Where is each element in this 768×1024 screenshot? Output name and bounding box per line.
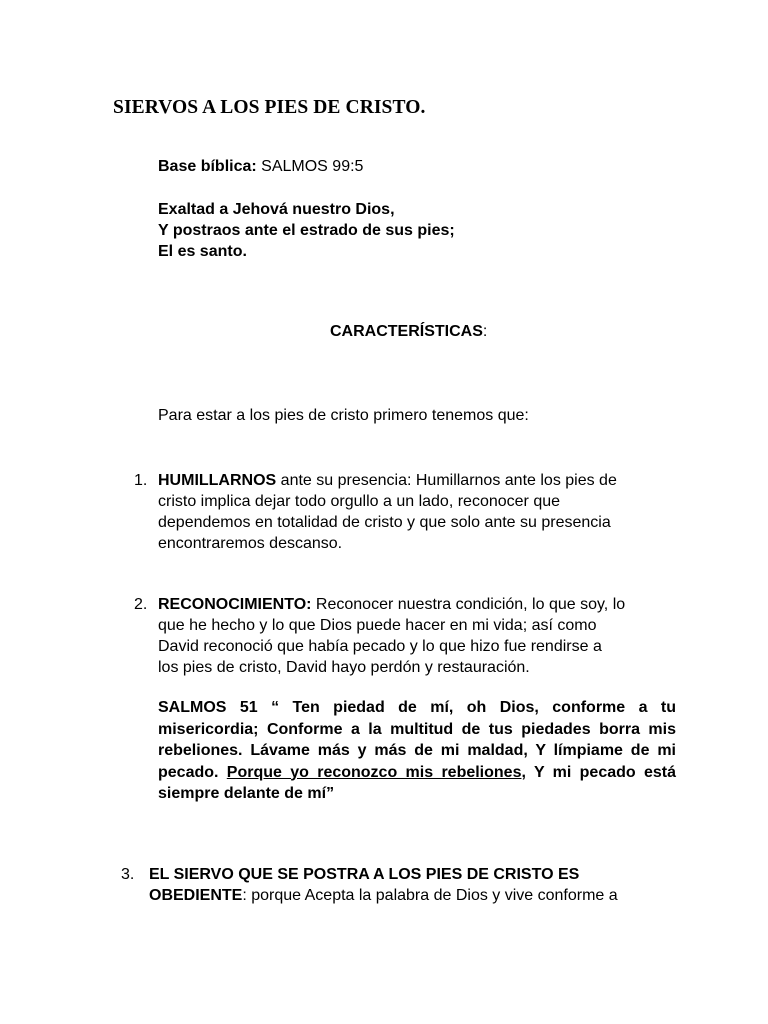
bible-base <box>158 157 363 177</box>
list-item-line: dependemos en totalidad de cristo y que solo ante su presencia <box>158 514 611 531</box>
list-item-line: encontraremos descanso. <box>158 535 343 552</box>
list-item-line: Reconocer nuestra condición, lo que soy, lo <box>311 596 626 613</box>
list-item-line: los pies de cristo, David hayo perdón y restauración. <box>158 659 530 676</box>
verse-line: El es santo. <box>158 243 247 260</box>
list-item-line: David reconoció que había pecado y lo que hizo fue rendirse a <box>158 638 602 655</box>
bible-base-reference: SALMOS 99:5 <box>261 158 364 175</box>
list-item-text <box>149 864 709 906</box>
list-item-text <box>158 470 698 554</box>
psalm-quote <box>158 697 676 805</box>
psalm-quote-ending: , Y mi pecado está siempre delante de mí” <box>158 763 676 802</box>
bible-base-label: Base bíblica: <box>158 158 257 175</box>
list-item-term: RECONOCIMIENTO: <box>158 596 312 613</box>
list-item-number: 3. <box>121 866 135 883</box>
psalm-quote-underlined: Porque yo reconozco mis rebeliones <box>226 763 522 781</box>
list-item-number: 1. <box>134 472 148 489</box>
document-title: SIERVOS A LOS PIES DE CRISTO. <box>113 97 426 118</box>
verse-line: Exaltad a Jehová nuestro Dios, <box>158 201 395 218</box>
list-item-line: cristo implica dejar todo orgullo a un lado, reconocer que <box>158 493 561 510</box>
list-item-text <box>158 594 698 678</box>
list-item-number: 2. <box>134 596 148 613</box>
section-heading-colon: : <box>482 323 488 340</box>
list-item-line: que he hecho y lo que Dios puede hacer en mi vida; así como <box>158 617 597 634</box>
intro-paragraph: Para estar a los pies de cristo primero tenemos que: <box>158 407 529 424</box>
list-item-line: : porque Acepta la palabra de Dios y vive conforme a <box>242 887 618 904</box>
section-heading <box>330 322 487 342</box>
verse-line: Y postraos ante el estrado de sus pies; <box>158 222 455 239</box>
list-item-term: OBEDIENTE <box>149 887 243 904</box>
list-item-term: HUMILLARNOS <box>158 472 277 489</box>
section-heading-text: CARACTERÍSTICAS <box>330 323 483 340</box>
psalm-quote-text: SALMOS 51 “ Ten piedad de mí, oh Dios, conforme a tu misericordia; Conforme a la multitud de tus piedades borra mis rebeliones. Lávame más y más de mi maldad, Y límpiame de mi pecado. <box>158 699 676 781</box>
list-item-line: ante su presencia: Humillarnos ante los pies de <box>276 472 617 489</box>
list-item-term: EL SIERVO QUE SE POSTRA A LOS PIES DE CRISTO ES <box>149 866 580 883</box>
verse-block <box>158 199 455 262</box>
